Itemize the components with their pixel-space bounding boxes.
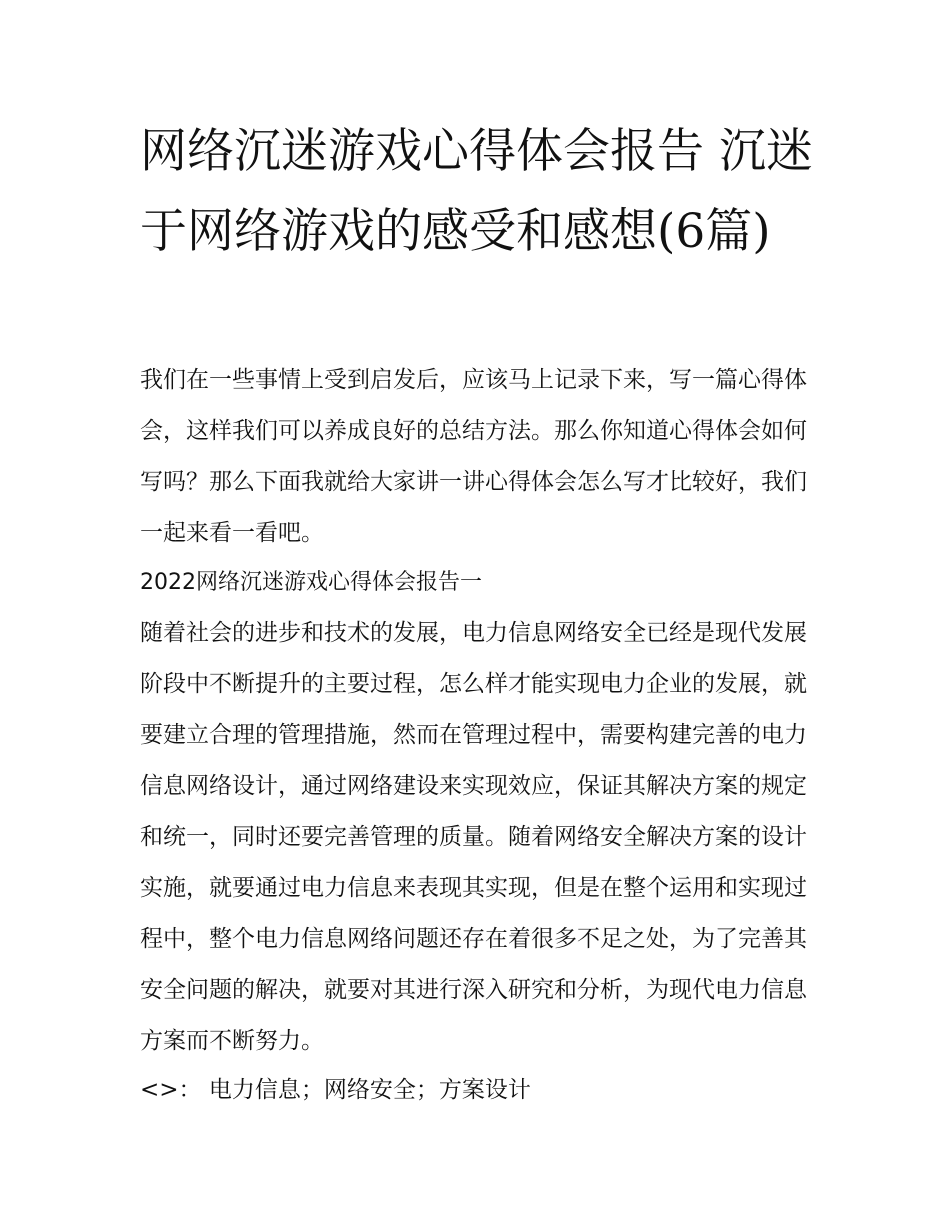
keywords-line: <>： 电力信息；网络安全；方案设计 [140,1077,531,1103]
section-heading: 2022网络沉迷游戏心得体会报告一 [140,570,482,595]
intro-paragraph: 我们在一些事情上受到启发后，应该马上记录下来，写一篇心得体会，这样我们可以养成良好的总结方法。那么你知道心得体会如何写吗？那么下面我就给大家讲一讲心得体会怎么写才比较好，我们一起来看一看吧。 [140,367,807,546]
document-title: 网络沉迷游戏心得体会报告 沉迷于网络游戏的感受和感想(6篇) [140,124,813,259]
section-paragraph: 随着社会的进步和技术的发展，电力信息网络安全已经是现代发展阶段中不断提升的主要过程，怎么样才能实现电力企业的发展，就要建立合理的管理措施，然而在管理过程中，需要构建完善的电力信息网络设计，通过网络建设来实现效应，保证其解决方案的规定和统一，同时还要完善管理的质量。随着网络安全解决方案的设计实施，就要通过电力信息来表现其实现，但是在整个运用和实现过程中，整个电力信息网络问题还存在着很多不足之处，为了完善其安全问题的解决，就要对其进行深入研究和分析，为现代电力信息方案而不断努力。 [140,620,807,1054]
